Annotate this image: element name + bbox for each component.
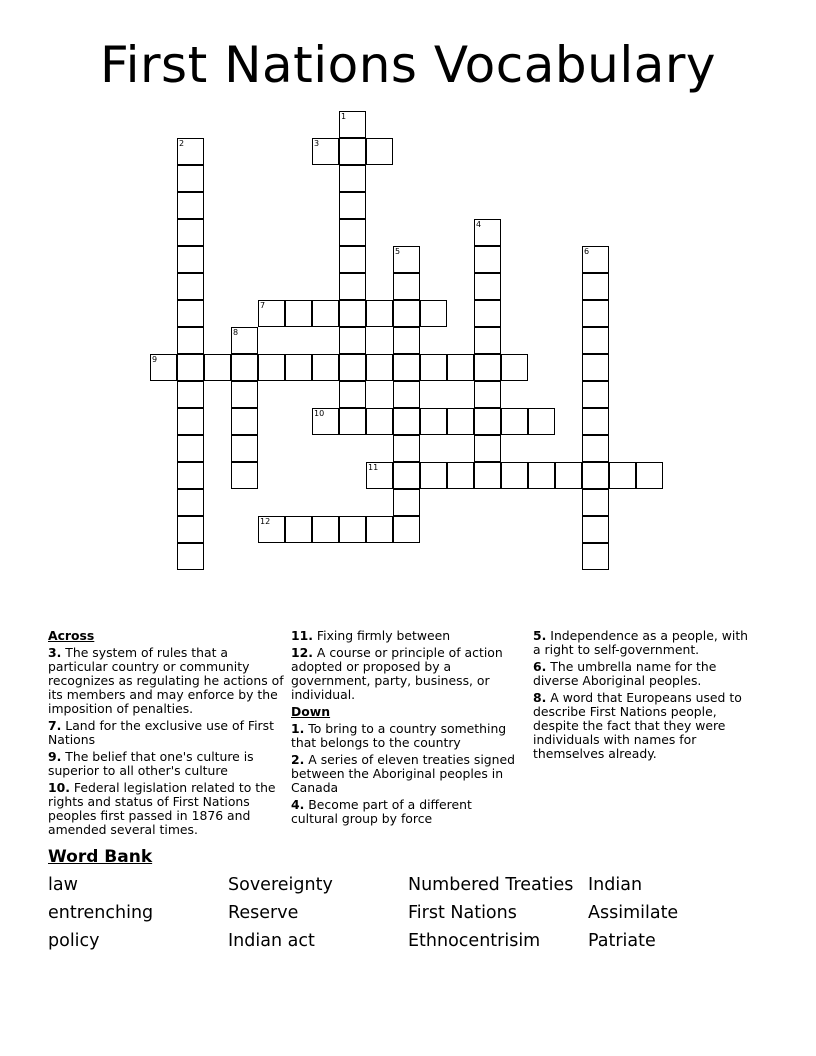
grid-cell[interactable] <box>177 192 204 219</box>
grid-cell[interactable] <box>177 543 204 570</box>
grid-cell[interactable] <box>582 408 609 435</box>
grid-cell[interactable] <box>582 327 609 354</box>
grid-cell[interactable] <box>501 462 528 489</box>
clue-number: 9 <box>152 355 158 364</box>
grid-cell[interactable] <box>582 543 609 570</box>
grid-cell[interactable] <box>312 516 339 543</box>
grid-cell[interactable] <box>474 354 501 381</box>
grid-cell[interactable] <box>582 381 609 408</box>
grid-cell[interactable] <box>474 462 501 489</box>
grid-cell[interactable] <box>177 138 204 165</box>
grid-cell[interactable] <box>339 516 366 543</box>
grid-cell[interactable] <box>582 354 609 381</box>
grid-cell[interactable] <box>447 408 474 435</box>
grid-cell[interactable] <box>339 138 366 165</box>
grid-cell[interactable] <box>501 408 528 435</box>
grid-cell[interactable] <box>339 111 366 138</box>
grid-cell[interactable] <box>177 327 204 354</box>
grid-cell[interactable] <box>231 327 258 354</box>
grid-cell[interactable] <box>474 300 501 327</box>
clue-number: 7 <box>260 301 266 310</box>
word-bank-word: law <box>48 875 78 895</box>
grid-cell[interactable] <box>177 408 204 435</box>
grid-cell[interactable] <box>366 138 393 165</box>
grid-cell[interactable] <box>582 489 609 516</box>
grid-cell[interactable] <box>420 462 447 489</box>
clue-down-4: 4. Become part of a different cultural group by force <box>291 797 472 826</box>
grid-cell[interactable] <box>312 354 339 381</box>
grid-cell[interactable] <box>339 354 366 381</box>
across-heading: Across <box>48 628 95 643</box>
clue-number: 5 <box>395 247 401 256</box>
word-bank-word: Indian <box>588 875 643 895</box>
grid-cell[interactable] <box>366 516 393 543</box>
clue-number: 10 <box>314 409 325 418</box>
grid-cell[interactable] <box>474 327 501 354</box>
grid-cell[interactable] <box>177 273 204 300</box>
grid-cell[interactable] <box>474 273 501 300</box>
grid-cell[interactable] <box>582 300 609 327</box>
puzzle-title: First Nations Vocabulary <box>99 36 717 94</box>
clue-number: 4 <box>476 220 482 229</box>
grid-cell[interactable] <box>231 354 258 381</box>
clue-number: 11 <box>368 463 379 472</box>
grid-cell[interactable] <box>177 516 204 543</box>
grid-cell[interactable] <box>339 192 366 219</box>
grid-cell[interactable] <box>339 246 366 273</box>
grid-cell[interactable] <box>177 165 204 192</box>
grid-cell[interactable] <box>393 381 420 408</box>
grid-cell[interactable] <box>393 516 420 543</box>
clues-column-2 <box>291 629 516 829</box>
grid-cell[interactable] <box>231 408 258 435</box>
word-bank-word: policy <box>48 931 100 951</box>
grid-cell[interactable] <box>339 165 366 192</box>
grid-cell[interactable] <box>420 408 447 435</box>
clue-down-8: 8. A word that Europeans used to describe First Nations people, despite the fact that they were individuals with names for themselves already. <box>533 690 742 761</box>
grid-cell[interactable] <box>312 300 339 327</box>
grid-cell[interactable] <box>177 354 204 381</box>
grid-cell[interactable] <box>582 462 609 489</box>
grid-cell[interactable] <box>447 354 474 381</box>
grid-cell[interactable] <box>393 327 420 354</box>
grid-cell[interactable] <box>285 300 312 327</box>
grid-cell[interactable] <box>285 354 312 381</box>
grid-cell[interactable] <box>474 219 501 246</box>
grid-cell[interactable] <box>474 381 501 408</box>
word-bank-title: Word Bank <box>48 847 153 867</box>
grid-cell[interactable] <box>393 462 420 489</box>
grid-cell[interactable] <box>258 516 285 543</box>
grid-cell[interactable] <box>366 300 393 327</box>
grid-cell[interactable] <box>582 246 609 273</box>
grid-cell[interactable] <box>393 489 420 516</box>
clues-column-3 <box>533 629 758 764</box>
grid-cell[interactable] <box>204 354 231 381</box>
grid-cell[interactable] <box>609 462 636 489</box>
word-bank-word: Sovereignty <box>228 875 333 895</box>
clue-number: 12 <box>260 517 271 526</box>
word-bank-word: Indian act <box>228 931 315 951</box>
word-bank-word: entrenching <box>48 903 154 923</box>
grid-cell[interactable] <box>366 462 393 489</box>
word-bank-word: Numbered Treaties <box>408 875 574 895</box>
word-bank-word: Assimilate <box>588 903 679 923</box>
clue-number: 6 <box>584 247 590 256</box>
clue-across-3: 3. The system of rules that a particular country or community recognizes as regulating he actions of its members and may enforce by the imposition of penalties. <box>48 645 284 716</box>
clue-down-2: 2. A series of eleven treaties signed between the Aboriginal peoples in Canada <box>291 752 515 795</box>
clue-number: 1 <box>341 112 347 121</box>
grid-cell[interactable] <box>366 354 393 381</box>
grid-cell[interactable] <box>393 408 420 435</box>
grid-cell[interactable] <box>339 408 366 435</box>
grid-cell[interactable] <box>231 462 258 489</box>
grid-cell[interactable] <box>366 408 393 435</box>
grid-cell[interactable] <box>177 435 204 462</box>
clue-down-6: 6. The umbrella name for the diverse Aboriginal peoples. <box>533 659 717 688</box>
grid-cell[interactable] <box>150 354 177 381</box>
grid-cell[interactable] <box>393 354 420 381</box>
clue-number: 2 <box>179 139 185 148</box>
grid-cell[interactable] <box>339 327 366 354</box>
clue-across-10: 10. Federal legislation related to the rights and status of First Nations peoples first passed in 1876 and amended several times. <box>48 780 276 837</box>
clues-column-1 <box>48 629 286 840</box>
word-bank-word: Reserve <box>228 903 299 923</box>
grid-cell[interactable] <box>474 408 501 435</box>
grid-cell[interactable] <box>177 246 204 273</box>
grid-cell[interactable] <box>582 516 609 543</box>
grid-cell[interactable] <box>474 435 501 462</box>
grid-cell[interactable] <box>231 381 258 408</box>
grid-cell[interactable] <box>528 408 555 435</box>
word-bank-word: Ethnocentrisim <box>408 931 541 951</box>
down-heading: Down <box>291 704 331 719</box>
grid-cell[interactable] <box>501 354 528 381</box>
grid-cell[interactable] <box>393 246 420 273</box>
grid-cell[interactable] <box>339 273 366 300</box>
grid-cell[interactable] <box>177 462 204 489</box>
grid-cell[interactable] <box>582 435 609 462</box>
clue-across-7: 7. Land for the exclusive use of First Nations <box>48 718 274 747</box>
grid-cell[interactable] <box>258 300 285 327</box>
grid-cell[interactable] <box>339 300 366 327</box>
clue-number: 3 <box>314 139 320 148</box>
clue-across-9: 9. The belief that one's culture is superior to all other's culture <box>48 749 254 778</box>
clue-down-1: 1. To bring to a country something that belongs to the country <box>291 721 507 750</box>
grid-cell[interactable] <box>339 381 366 408</box>
grid-cell[interactable] <box>582 273 609 300</box>
grid-cell[interactable] <box>420 300 447 327</box>
grid-cell[interactable] <box>258 354 285 381</box>
grid-cell[interactable] <box>474 246 501 273</box>
clue-across-11: 11. Fixing firmly between <box>291 628 451 643</box>
grid-cell[interactable] <box>420 354 447 381</box>
grid-cell[interactable] <box>177 381 204 408</box>
grid-cell[interactable] <box>447 462 474 489</box>
grid-cell[interactable] <box>312 138 339 165</box>
grid-cell[interactable] <box>177 219 204 246</box>
grid-cell[interactable] <box>393 300 420 327</box>
grid-cell[interactable] <box>312 408 339 435</box>
clue-down-5: 5. Independence as a people, with a right to self-government. <box>533 628 749 657</box>
grid-cell[interactable] <box>285 516 312 543</box>
grid-cell[interactable] <box>636 462 663 489</box>
grid-cell[interactable] <box>177 489 204 516</box>
grid-cell[interactable] <box>393 273 420 300</box>
word-bank-word: First Nations <box>408 903 517 923</box>
grid-cell[interactable] <box>339 219 366 246</box>
grid-cell[interactable] <box>393 435 420 462</box>
grid-cell[interactable] <box>177 300 204 327</box>
grid-cell[interactable] <box>528 462 555 489</box>
grid-cell[interactable] <box>231 435 258 462</box>
clue-across-12: 12. A course or principle of action adopted or proposed by a government, party, business, or individual. <box>291 645 503 702</box>
clue-number: 8 <box>233 328 239 337</box>
word-bank-word: Patriate <box>588 931 656 951</box>
grid-cell[interactable] <box>555 462 582 489</box>
